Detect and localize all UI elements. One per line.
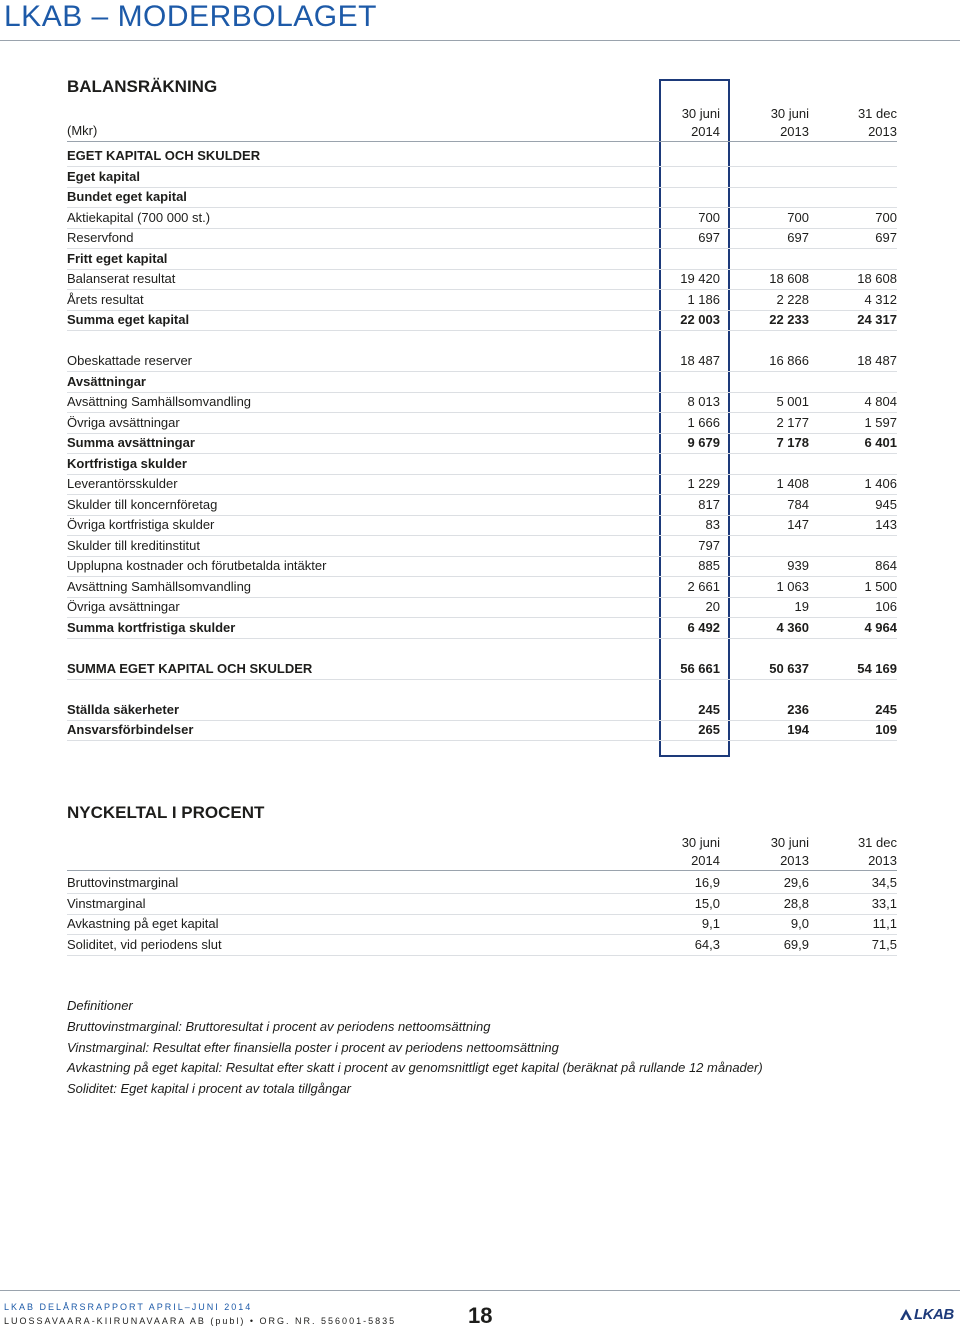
table-row [67,187,897,208]
table-row [67,392,897,413]
row-label: Fritt eget kapital [67,250,168,266]
row-label: Summa eget kapital [67,312,190,327]
cell-value: 106 [875,599,897,614]
cell-value: 22 003 [680,312,720,327]
lkab-logo [898,1306,958,1326]
row-label: Aktiekapital (700 000 st.) [67,209,211,225]
table-row [67,413,897,434]
row-label: Leverantörsskulder [67,476,178,491]
table-row [67,873,897,894]
cell-value: 2 661 [687,578,720,594]
col-header-2: 30 juni 2013 [770,835,809,868]
logo-wordmark: LKAB [914,1306,954,1323]
row-label: EGET KAPITAL OCH SKULDER [67,148,261,163]
row-label: Kortfristiga skulder [67,455,187,471]
row-label: Reservfond [67,230,134,245]
row-label: Bruttovinstmarginal [67,875,179,890]
table-row [67,351,897,372]
table-row [67,208,897,229]
row-label: Eget kapital [67,168,140,184]
table-row [67,454,897,475]
cell-value: 697 [698,230,720,245]
cell-value: 945 [875,496,897,512]
cell-value: 2 177 [776,414,809,430]
cell-value: 9,0 [790,916,809,931]
cell-value: 147 [787,517,809,532]
cell-value: 15,0 [694,895,720,911]
row-label: Obeskattade reserver [67,353,193,368]
row-label: Summa kortfristiga skulder [67,619,236,635]
cell-value: 11,1 [872,916,897,931]
cell-value: 5 001 [776,394,809,409]
table-row [67,310,897,331]
table-row [67,372,897,393]
row-label: Årets resultat [67,291,144,307]
balance-header-row [67,105,897,142]
cell-value: 33,1 [871,895,897,911]
cell-value: 143 [875,517,897,532]
definition-line: Soliditet: Eget kapital i procent av totala tillgångar [67,1081,352,1097]
cell-value: 16,9 [694,875,720,890]
cell-value: 16 866 [769,353,809,368]
cell-value: 22 233 [769,312,809,327]
row-label: Avsättning Samhällsomvandling [67,578,252,594]
cell-value: 18 487 [680,353,720,368]
table-row [67,228,897,249]
cell-value: 4 964 [864,619,897,635]
cell-value: 8 013 [687,394,720,409]
table-row [67,659,897,680]
cell-value: 19 420 [680,271,720,286]
company-info: LUOSSAVAARA-KIIRUNAVAARA AB (publ) • ORG. NR. 556001-5835 [4,1316,397,1326]
row-label: Ansvarsförbindelser [67,722,194,737]
row-label: Övriga kortfristiga skulder [67,517,215,532]
row-label: Soliditet, vid periodens slut [67,936,222,952]
cell-value: 71,5 [871,936,897,952]
cell-value: 700 [698,209,720,225]
cell-value: 19 [794,599,809,614]
table-row [67,495,897,516]
title-divider [0,40,960,41]
col-header-2: 30 juni 2013 [770,106,809,139]
cell-value: 18 487 [857,353,897,368]
lkab-logo-icon [898,1306,914,1324]
table-row [67,894,897,915]
cell-value: 817 [698,496,720,512]
balance-sheet-title: BALANSRÄKNING [67,77,218,96]
page-title: LKAB – MODERBOLAGET [4,0,377,33]
cell-value: 4 804 [864,394,897,409]
cell-value: 69,9 [783,936,809,952]
table-row [67,577,897,598]
cell-value: 2 228 [776,291,809,307]
row-label: Avsättning Samhällsomvandling [67,394,252,409]
cell-value: 9 679 [687,435,720,450]
definitions-heading: Definitioner [67,998,133,1013]
cell-value: 4 360 [776,619,809,635]
definition-line: Bruttovinstmarginal: Bruttoresultat i procent av periodens nettoomsättning [67,1018,491,1034]
definition-line: Avkastning på eget kapital: Resultat efter skatt i procent av genomsnittligt eget kapital (beräknat på rullande 12 månader) [67,1060,763,1076]
cell-value: 697 [875,230,897,245]
table-row [67,597,897,618]
row-label: Vinstmarginal [67,895,146,911]
row-label: Ställda säkerheter [67,701,180,717]
col-header-3: 31 dec 2013 [857,835,897,868]
cell-value: 28,8 [783,895,809,911]
row-label: Skulder till kreditinstitut [67,537,200,553]
definitions [67,996,763,1100]
row-label: Upplupna kostnader och förutbetalda intäkter [67,558,327,573]
cell-value: 18 608 [769,271,809,286]
cell-value: 50 637 [769,660,809,676]
table-row [67,290,897,311]
ratios-header-row [67,834,897,871]
report-name: LKAB DELÅRSRAPPORT APRIL–JUNI 2014 [4,1302,253,1312]
cell-value: 700 [787,209,809,225]
cell-value: 18 608 [857,271,897,286]
cell-value: 6 401 [864,435,897,450]
cell-value: 109 [875,722,897,737]
cell-value: 939 [787,558,809,573]
unit-label: (Mkr) [67,123,98,138]
cell-value: 1 597 [864,414,897,430]
cell-value: 1 500 [864,578,897,594]
col-header-1: 30 juni 2014 [681,835,720,868]
row-label: Avkastning på eget kapital [67,916,219,931]
table-row [67,249,897,270]
cell-value: 9,1 [701,916,720,931]
cell-value: 83 [705,517,720,532]
row-label: Övriga avsättningar [67,599,180,614]
key-ratios-title: NYCKELTAL I PROCENT [67,803,265,822]
cell-value: 245 [875,701,897,717]
table-row [67,269,897,290]
cell-value: 64,3 [694,936,720,952]
table-row [67,515,897,536]
table-row [67,914,897,935]
cell-value: 265 [698,722,720,737]
cell-value: 885 [698,558,720,573]
cell-value: 20 [705,599,720,614]
cell-value: 864 [875,558,897,573]
cell-value: 1 229 [687,476,720,491]
table-row [67,146,897,167]
cell-value: 4 312 [864,291,897,307]
row-label: Avsättningar [67,373,146,389]
table-row [67,700,897,721]
footer-divider [0,1290,960,1291]
col-header-3: 31 dec 2013 [857,106,897,139]
cell-value: 797 [698,537,720,553]
definition-line: Vinstmarginal: Resultat efter finansiella poster i procent av periodens nettoomsättning [67,1039,559,1055]
cell-value: 697 [787,230,809,245]
cell-value: 1 408 [776,476,809,491]
row-label: SUMMA EGET KAPITAL OCH SKULDER [67,660,313,676]
row-label: Balanserat resultat [67,271,176,286]
table-row [67,536,897,557]
table-row [67,167,897,188]
cell-value: 6 492 [687,619,720,635]
row-label: Övriga avsättningar [67,414,180,430]
cell-value: 7 178 [776,435,809,450]
table-row [67,556,897,577]
cell-value: 1 063 [776,578,809,594]
row-label: Summa avsättningar [67,435,195,450]
cell-value: 29,6 [783,875,809,890]
cell-value: 784 [787,496,809,512]
cell-value: 1 666 [687,414,720,430]
cell-value: 54 169 [857,660,897,676]
page-number: 18 [468,1303,493,1328]
cell-value: 56 661 [680,660,720,676]
cell-value: 24 317 [857,312,897,327]
cell-value: 1 186 [687,291,720,307]
table-row [67,720,897,741]
table-row [67,618,897,639]
row-label: Skulder till koncernföretag [67,496,218,512]
cell-value: 236 [787,701,809,717]
table-row [67,474,897,495]
cell-value: 34,5 [871,875,897,890]
cell-value: 245 [698,701,720,717]
cell-value: 194 [787,722,809,737]
table-row [67,935,897,956]
row-label: Bundet eget kapital [67,189,187,204]
cell-value: 700 [875,209,897,225]
table-row [67,433,897,454]
cell-value: 1 406 [864,476,897,491]
col-header-1: 30 juni 2014 [681,106,720,139]
